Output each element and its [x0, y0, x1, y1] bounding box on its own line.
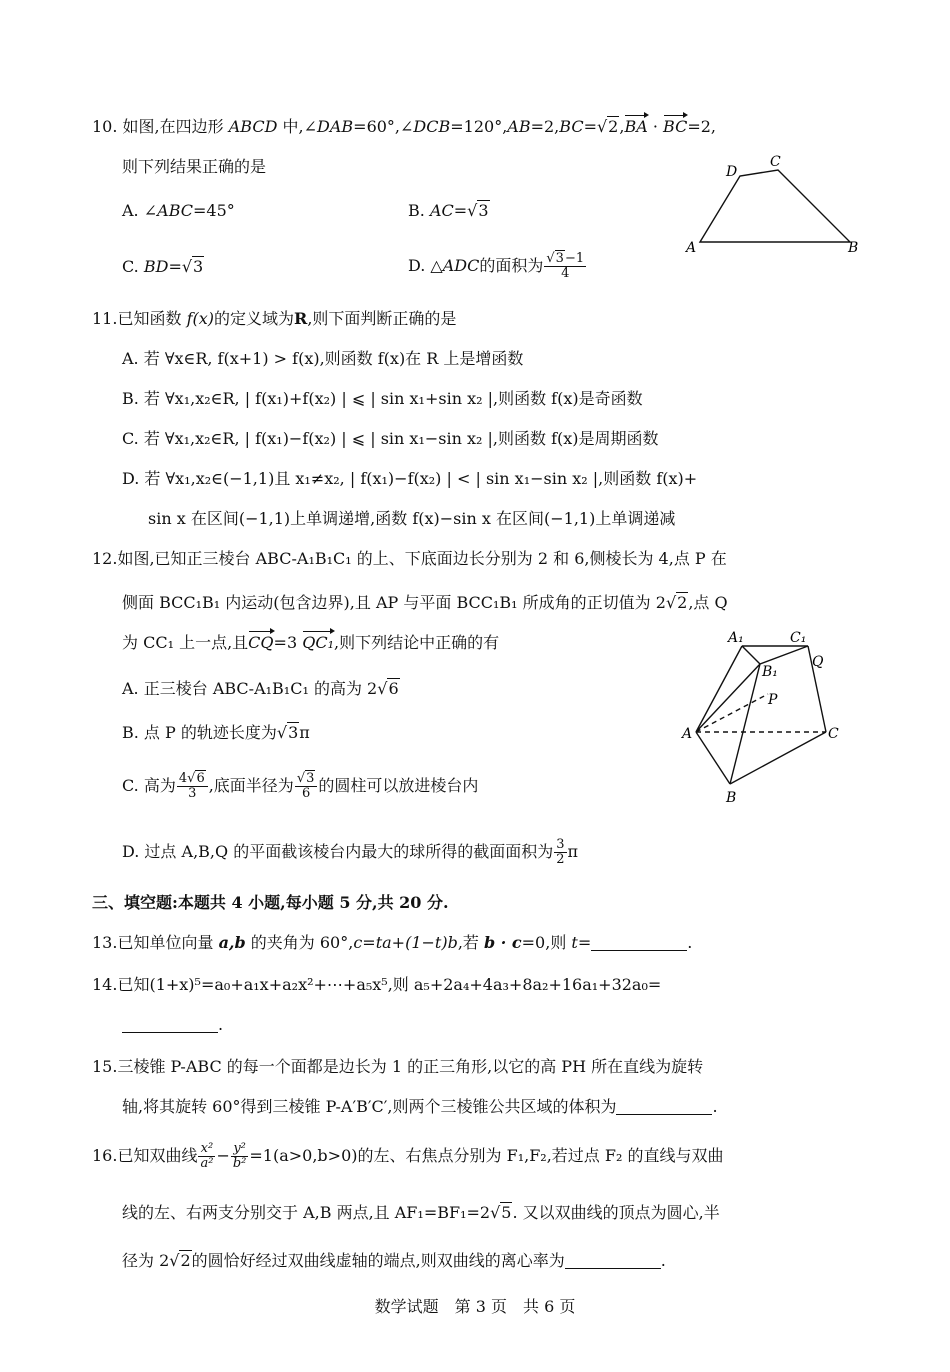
- radicand: 6: [196, 771, 205, 786]
- text: ,则下列结论中正确的有: [334, 633, 500, 652]
- text: 轴,将其旋转 60°得到三棱锥 P-A′B′C′,则两个三棱锥公共区域的体积为: [122, 1097, 617, 1116]
- sqrt: √6: [377, 679, 399, 698]
- opt-label: C.: [122, 257, 144, 276]
- fraction: [198, 1142, 215, 1171]
- var: ADC: [442, 256, 480, 275]
- sqrt: √3: [276, 723, 299, 742]
- denominator: 2: [556, 852, 565, 867]
- label-d: D: [726, 164, 738, 180]
- text: 为 CC₁ 上一点,且: [122, 633, 249, 652]
- text: ,底面半径为: [208, 776, 294, 795]
- opt-label: B.: [408, 201, 430, 220]
- label-q: Q: [812, 654, 824, 670]
- label-c1: C₁: [790, 630, 807, 646]
- label-c: C: [770, 154, 781, 170]
- opt-label: D. △: [408, 256, 443, 275]
- text: 三棱锥 P-ABC 的每一个面都是边长为 1 的正三角形,以它的高 PH 所在直线为旋转: [117, 1057, 704, 1076]
- q12-line2: [122, 592, 728, 614]
- q10-option-d: [408, 246, 587, 286]
- q11-option-a: A. 若 ∀x∈R, f(x+1) > f(x),则函数 f(x)在 R 上是增函数: [122, 349, 524, 368]
- text: A. 正三棱台 ABC-A₁B₁C₁ 的高为 2: [122, 679, 378, 698]
- q12-option-d: [122, 832, 578, 872]
- text: 已知双曲线: [117, 1146, 198, 1165]
- text: 侧面 BCC₁B₁ 内运动(包含边界),且 AP 与平面 BCC₁B₁ 所成角的正切值为 2: [122, 593, 666, 612]
- sqrt: √5: [490, 1203, 512, 1222]
- radicand: 2: [608, 117, 619, 136]
- text: .: [218, 1015, 224, 1034]
- answer-blank[interactable]: [565, 1252, 661, 1269]
- vector-cq: CQ: [248, 633, 274, 652]
- text: 的定义域为: [214, 309, 295, 328]
- q16-line1: [92, 1134, 723, 1178]
- text: =: [453, 201, 468, 220]
- radicand: 2: [180, 1251, 191, 1270]
- text: −: [216, 1146, 230, 1165]
- q13-number: 13.: [92, 933, 118, 952]
- fraction: [231, 1142, 249, 1171]
- label-p: P: [768, 692, 778, 708]
- q10-option-b: [408, 200, 490, 222]
- edge-ab1: [696, 664, 760, 732]
- label-b: B: [848, 240, 859, 256]
- var: AC: [429, 201, 454, 220]
- q10-text: =2,: [530, 117, 560, 136]
- denominator: b²: [232, 1156, 247, 1171]
- vector-qc1: QC₁: [302, 633, 334, 652]
- denominator: 4: [561, 266, 570, 281]
- sqrt: √3: [467, 201, 489, 220]
- q12-option-a: [122, 678, 400, 700]
- q13: [92, 932, 692, 954]
- text: B. 点 P 的轨迹长度为: [122, 723, 277, 742]
- var: c=ta+(1−t)b: [353, 933, 458, 952]
- var: BD: [143, 257, 169, 276]
- q10-var: BC: [559, 117, 584, 136]
- text: 已知(1+x)⁵=a₀+a₁x+a₂x²+⋯+a₅x⁵,则 a₅+2a₄+4a₃+8a₂+16a₁+32a₀=: [117, 975, 662, 994]
- q15-line2: [122, 1096, 718, 1118]
- text: .: [660, 1251, 666, 1270]
- label-a: A: [682, 726, 693, 742]
- radicand: 3: [478, 201, 489, 220]
- numerator: 4: [178, 771, 188, 786]
- q11-number: 11.: [92, 309, 118, 328]
- fraction: $\frac{√3-1}{4}$: [546, 251, 585, 281]
- sqrt: √3: [181, 257, 204, 276]
- dot: ·: [647, 117, 664, 136]
- q12-option-b: [122, 722, 310, 744]
- var: t: [571, 933, 578, 952]
- text: 的夹角为 60°,: [250, 933, 354, 952]
- fraction: [554, 838, 566, 867]
- q12-line3: [122, 632, 499, 654]
- edge-bc: [730, 732, 826, 784]
- q11-option-d-line1: D. 若 ∀x₁,x₂∈(−1,1)且 x₁≠x₂, | f(x₁)−f(x₂) | < | sin x₁−sin x₂ |,则函数 f(x)+: [122, 469, 698, 488]
- radicand: 3: [306, 771, 315, 786]
- text: =45°: [193, 201, 235, 220]
- label-a: A: [686, 240, 697, 256]
- text: C. 高为: [122, 776, 176, 795]
- q10-figure: [680, 150, 870, 260]
- label-b1: B₁: [762, 664, 778, 680]
- q10-var: DCB: [413, 117, 451, 136]
- q10-option-c: [122, 256, 204, 278]
- q10-line2: 则下列结果正确的是: [122, 157, 267, 176]
- edge-bb1: [730, 664, 760, 784]
- q11-option-d-line2: sin x 在区间(−1,1)上单调递增,函数 f(x)−sin x 在区间(−1,1)上单调递减: [148, 509, 676, 528]
- sqrt: √2: [169, 1251, 191, 1270]
- text: 已知函数: [117, 309, 182, 328]
- vector-ba: BA: [624, 117, 648, 136]
- label-b: B: [726, 790, 737, 806]
- text: −1: [564, 251, 585, 266]
- radicand: 6: [388, 679, 399, 698]
- text: 的圆柱可以放进棱台内: [318, 776, 479, 795]
- label-c: C: [828, 726, 839, 742]
- text: 线的左、右两支分别交于 A,B 两点,且 AF₁=BF₁=2: [122, 1203, 491, 1222]
- q11-option-b: B. 若 ∀x₁,x₂∈R, | f(x₁)+f(x₂) | ⩽ | sin x₁+sin x₂ |,则函数 f(x)是奇函数: [122, 389, 643, 408]
- denominator: 6: [301, 786, 311, 801]
- q12-line1: [92, 548, 727, 570]
- denominator: a²: [200, 1156, 214, 1171]
- section-3-heading: 三、填空题:本题共 4 小题,每小题 5 分,共 20 分.: [92, 893, 449, 912]
- text: 的圆恰好经过双曲线虚轴的端点,则双曲线的离心率为: [191, 1251, 565, 1270]
- text: .: [712, 1097, 718, 1116]
- q10-var: DAB: [317, 117, 354, 136]
- edge-a1b1: [742, 646, 760, 664]
- q14: [92, 974, 661, 996]
- label-a1: A₁: [728, 630, 744, 646]
- q10-text: 如图,在四边形: [122, 117, 224, 136]
- q10-text: =60°,∠: [353, 117, 414, 136]
- answer-blank[interactable]: [122, 1016, 218, 1033]
- answer-blank[interactable]: [616, 1098, 712, 1115]
- q16-line2: [122, 1202, 720, 1224]
- sqrt: √2: [596, 117, 619, 136]
- q14-number: 14.: [92, 975, 118, 994]
- var: b · c: [484, 933, 522, 952]
- text: =: [577, 933, 592, 952]
- text: .: [687, 933, 693, 952]
- text: π: [299, 723, 310, 742]
- text: 径为 2: [122, 1251, 170, 1270]
- text: =1(a>0,b>0)的左、右焦点分别为 F₁,F₂,若过点 F₂ 的直线与双曲: [249, 1146, 724, 1165]
- numerator: y²: [231, 1142, 249, 1157]
- opt-label: A. ∠: [122, 201, 158, 220]
- q10-var: ABCD: [228, 117, 278, 136]
- edge-b1c1: [760, 646, 808, 664]
- answer-blank[interactable]: [591, 934, 687, 951]
- q10-text: =120°,: [450, 117, 508, 136]
- text: =0,则: [521, 933, 567, 952]
- q11-stem: [92, 308, 456, 330]
- sqrt: √2: [665, 593, 688, 612]
- radicand: 3: [555, 251, 564, 266]
- fraction: $\frac{4√6}{3}$: [177, 772, 208, 801]
- var: R: [294, 309, 308, 328]
- text: 如图,已知正三棱台 ABC-A₁B₁C₁ 的上、下底面边长分别为 2 和 6,侧棱长为 4,点 P 在: [117, 549, 727, 568]
- radicand: 2: [677, 593, 688, 612]
- radicand: 5: [501, 1203, 512, 1222]
- q10-line1: 10. 如图,在四边形 ABCD 中,∠DAB=60°,∠DCB=120°,AB=2,BC=√2,BA · BC=2,: [92, 117, 716, 136]
- var: ABC: [157, 201, 193, 220]
- q15-number: 15.: [92, 1057, 118, 1076]
- q10-number: 10.: [92, 117, 118, 136]
- q16-number: 16.: [92, 1146, 118, 1165]
- page-footer: 数学试题 第 3 页 共 6 页: [374, 1297, 576, 1316]
- text: ,则下面判断正确的是: [307, 309, 457, 328]
- edge-ab: [696, 732, 730, 784]
- q10-option-a: [122, 200, 235, 222]
- q14-answer: [122, 1014, 223, 1036]
- text: =3: [273, 633, 298, 652]
- text: ,若: [457, 933, 479, 952]
- q12-figure: [676, 624, 876, 810]
- numerator: 3: [556, 837, 565, 852]
- q10-text: =: [583, 117, 597, 136]
- fraction: $\frac{√3}{6}$: [295, 772, 318, 801]
- text: π: [567, 842, 579, 861]
- vector-bc: BC: [663, 117, 688, 136]
- denominator: 3: [188, 786, 197, 801]
- edge-aa1: [696, 646, 742, 732]
- radicand: 3: [288, 723, 299, 742]
- text: . 又以双曲线的顶点为圆心,半: [512, 1203, 720, 1222]
- text: ,点 Q: [688, 593, 728, 612]
- q15-line1: [92, 1056, 703, 1078]
- numerator: x²: [198, 1142, 215, 1157]
- q10-var: AB: [507, 117, 531, 136]
- text: D. 过点 A,B,Q 的平面截该棱台内最大的球所得的截面面积为: [122, 842, 554, 861]
- q12-number: 12.: [92, 549, 118, 568]
- text: =: [168, 257, 182, 276]
- text: 的面积为: [479, 256, 544, 275]
- text: 已知单位向量: [117, 933, 214, 952]
- q10-text: 中,∠: [282, 117, 318, 136]
- quad-outline: [700, 170, 850, 242]
- radicand: 3: [193, 257, 204, 276]
- q12-option-c: [122, 766, 478, 806]
- q11-option-c: C. 若 ∀x₁,x₂∈R, | f(x₁)−f(x₂) | ⩽ | sin x₁−sin x₂ |,则函数 f(x)是周期函数: [122, 429, 659, 448]
- var: f(x): [186, 309, 214, 328]
- q10-text: =2,: [687, 117, 716, 136]
- var: a,b: [218, 933, 246, 952]
- q16-line3: [122, 1250, 666, 1272]
